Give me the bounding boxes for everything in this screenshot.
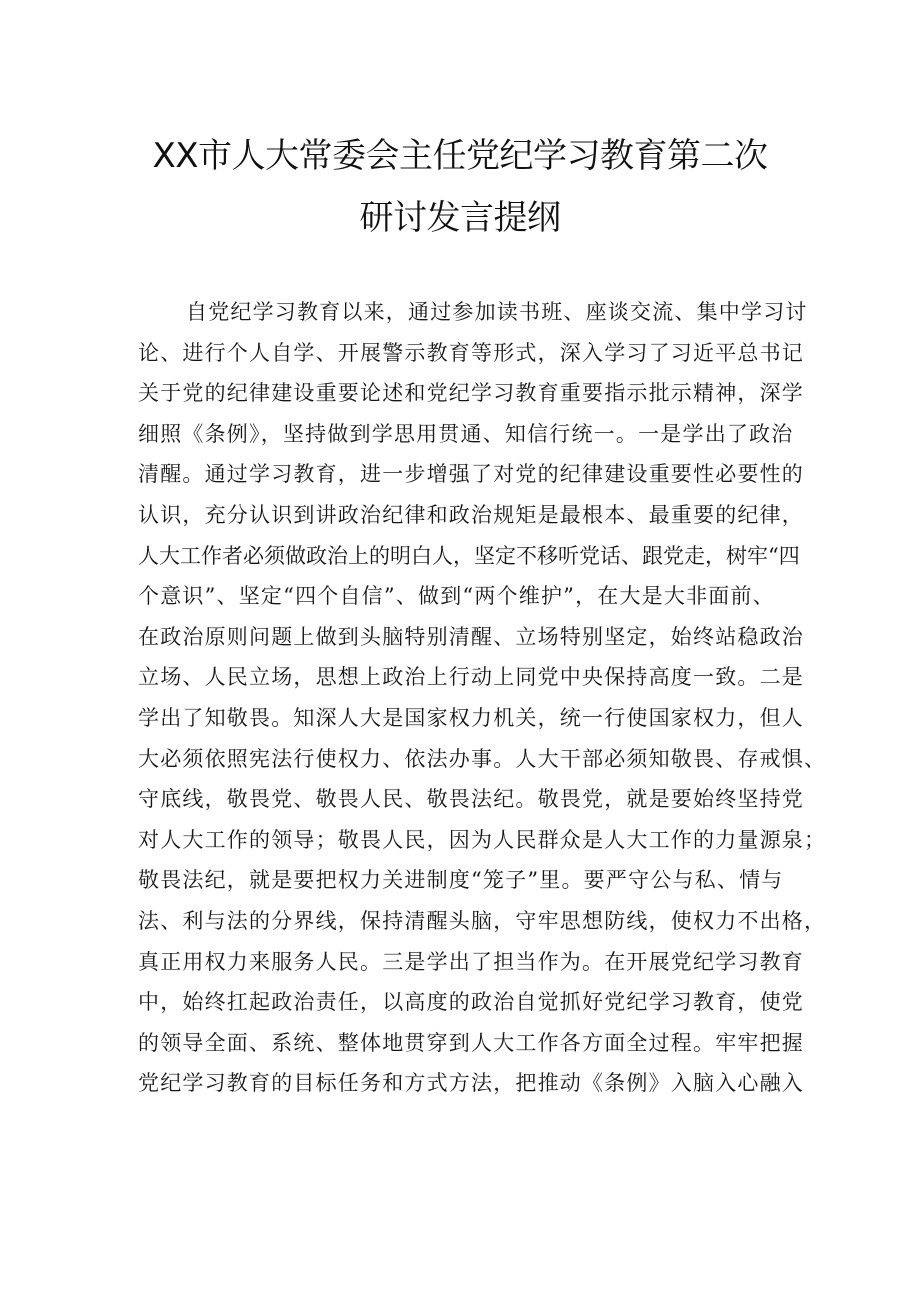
document-title-line-2: 研讨发言提纲 <box>359 198 561 238</box>
paragraph-line: 清醒。通过学习教育，进一步增强了对党的纪律建设重要性必要性的 <box>138 462 804 487</box>
paragraph-line: 关于党的纪律建设重要论述和党纪学习教育重要指示批示精神，深学 <box>138 381 804 406</box>
paragraph-line: 细照《条例》，坚持做到学思用贯通、知信行统一。一是学出了政治 <box>138 421 794 446</box>
paragraph-line: 大必须依照宪法行使权力、依法办事。人大干部必须知敬畏、存戒惧、 <box>138 746 827 771</box>
paragraph-line: 对人大工作的领导；敬畏人民，因为人民群众是人大工作的力量源泉； <box>138 827 827 852</box>
paragraph-line: 立场、人民立场，思想上政治上行动上同党中央保持高度一致。二是 <box>138 665 804 690</box>
paragraph-line: 论、进行个人自学、开展警示教育等形式，深入学习了习近平总书记 <box>138 340 804 365</box>
body-paragraph <box>138 292 827 1104</box>
paragraph-line: 法、利与法的分界线，保持清醒头脑，守牢思想防线，使权力不出格， <box>138 908 827 933</box>
paragraph-line: 人大工作者必须做政治上的明白人，坚定不移听党话、跟党走，树牢“四 <box>138 543 800 568</box>
paragraph-line: 的领导全面、系统、整体地贯穿到人大工作各方面全过程。牢牢把握 <box>138 1030 804 1055</box>
paragraph-line: 自党纪学习教育以来，通过参加读书班、座谈交流、集中学习讨 <box>186 300 808 324</box>
paragraph-line: 守底线，敬畏党、敬畏人民、敬畏法纪。敬畏党，就是要始终坚持党 <box>138 787 804 812</box>
paragraph-line: 真正用权力来服务人民。三是学出了担当作为。在开展党纪学习教育 <box>138 949 804 974</box>
paragraph-line: 在政治原则问题上做到头脑特别清醒、立场特别坚定，始终站稳政治 <box>138 624 804 649</box>
paragraph-line: 认识，充分认识到讲政治纪律和政治规矩是最根本、最重要的纪律， <box>138 502 804 527</box>
paragraph-line: 敬畏法纪，就是要把权力关进制度“笼子”里。要严守公与私、情与 <box>138 868 784 893</box>
document-title-line-1: XX市人大常委会主任党纪学习教育第二次 <box>152 136 768 176</box>
paragraph-line: 学出了知敬畏。知深人大是国家权力机关，统一行使国家权力，但人 <box>138 705 804 730</box>
paragraph-line: 中，始终扛起政治责任，以高度的政治自觉抓好党纪学习教育，使党 <box>138 990 804 1015</box>
paragraph-line: 党纪学习教育的目标任务和方式方法，把推动《条例》入脑入心融入 <box>138 1071 804 1096</box>
paragraph-line: 个意识”、坚定“四个自信”、做到“两个维护”，在大是大非面前、 <box>138 584 775 609</box>
